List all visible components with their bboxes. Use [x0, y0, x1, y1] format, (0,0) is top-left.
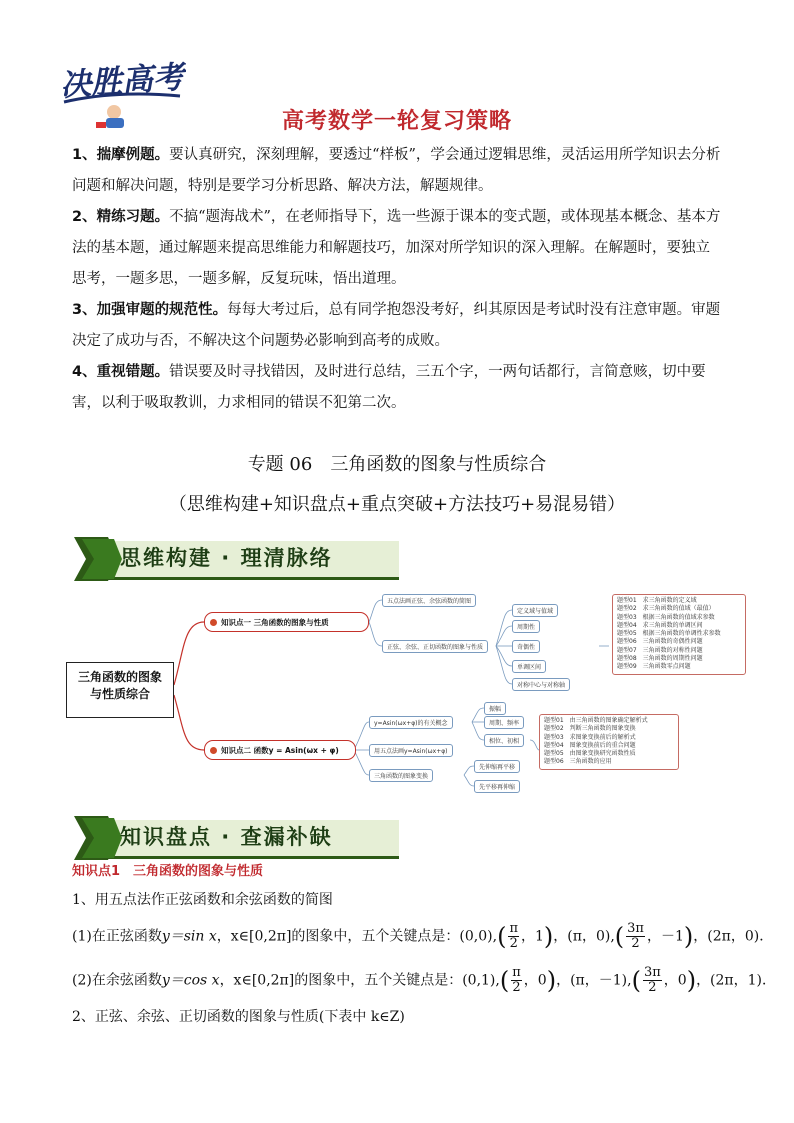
text: (1)在正弦函数: [72, 928, 162, 945]
strategy-4: [72, 357, 724, 419]
type-item: 题型01 求三角函数的定义域: [617, 597, 697, 604]
knowledge-item-2: 2、正弦、余弦、正切函数的图象与性质(下表中 k∈Z): [72, 1009, 405, 1025]
svg-text:决胜高考: 决胜高考: [58, 59, 186, 104]
kp1-child: 正弦、余弦、正切函数的图象与性质: [382, 640, 488, 653]
fraction: $\frac{\pi}{2}$: [509, 921, 518, 951]
strategy-3: [72, 295, 724, 357]
kp1-prop: 定义域与值域: [512, 604, 558, 617]
kp2-transform: 先伸缩再平移: [474, 760, 520, 773]
text: －1: [660, 928, 684, 945]
kp1-child: 五点法画正弦、余弦函数的简图: [382, 594, 476, 607]
mind-banner: [74, 537, 399, 577]
knowledge-heading: 知识点1 三角函数的图象与性质: [72, 864, 264, 879]
strategy-body: 错误要及时寻找错因，及时进行总结，三五个字，一两句话都行，言简意赅，切中要害，以利于吸取教训，力求相同的错误不犯第二次。: [72, 364, 706, 411]
kp-label: 知识点一 三角函数的图象与性质: [221, 617, 329, 627]
type-item: 题型01 由三角函数的图象确定解析式: [544, 717, 648, 724]
cos-key-points: (2)在余弦函数y＝cos x，x∈[0,2π]的图象中，五个关键点是：(0,1),( $\frac{\pi}{2}$ ，0)，(π，－1),( $\frac{3\pi}{2}$ ，0)，(2π，1)．: [72, 965, 777, 995]
text: ，x∈[0,2π]的图象中，五个关键点是：(0,1),: [219, 972, 500, 989]
type-item: 题型09 三角函数零点问题: [617, 663, 691, 671]
type-item: 题型08 三角函数的周期性问题: [617, 655, 703, 663]
kp1-prop: 周期性: [512, 620, 540, 633]
formula: y＝cos x: [161, 972, 220, 989]
topic-title: 专题 06 三角函数的图象与性质综合: [247, 454, 547, 475]
text: 0: [537, 972, 547, 989]
kp2-child: y=Asin(ωx+φ)的有关概念: [369, 716, 453, 729]
kp1-type-list: [612, 594, 746, 675]
root-line: 与性质综合: [89, 687, 150, 701]
text: 1: [535, 928, 544, 945]
strategy-body: 每每大考过后，总有同学抱怨没考好，纠其原因是考试时没有注意审题。审题决定了成功与否，不解决这个问题势必影响到高考的成败。: [72, 302, 721, 349]
strategy-body: 要认真研究，深刻理解，要透过“样板”，学会通过逻辑思维，灵活运用所学知识去分析问题和解决问题，特别是要学习分析思路、解决方法，解题规律。: [72, 147, 721, 194]
text: ，x∈[0,2π]的图象中，五个关键点是：(0,0),: [216, 928, 498, 945]
kp1-prop: 对称中心与对称轴: [512, 678, 570, 691]
strategy-title: 3、加强审题的规范性。: [72, 302, 228, 318]
fraction: $\frac{\pi}{2}$: [512, 965, 521, 995]
sin-key-points: (1)在正弦函数y＝sin x，x∈[0,2π]的图象中，五个关键点是：(0,0),( $\frac{\pi}{2}$ ，1)，(π，0),( $\frac{3\pi}{2}$ ，－1)，(2π，0)．: [72, 921, 774, 951]
text: ，(2π，0)．: [693, 928, 774, 945]
topic-subtitle: （思维构建+知识盘点+重点突破+方法技巧+易混易错）: [168, 494, 626, 515]
type-item: 题型05 根据三角函数的单调性求参数: [617, 630, 721, 638]
mind-map: [64, 590, 746, 802]
formula: y＝sin x: [161, 928, 217, 945]
type-item: 题型03 根据三角函数的值域求参数: [617, 613, 715, 621]
strategy-title: 1、揣摩例题。: [72, 147, 170, 163]
mindmap-root: [66, 662, 174, 718]
kp2-child: 用五点法画y=Asin(ωx+φ): [369, 744, 453, 757]
knowledge-point-1: [204, 612, 369, 632]
knowledge-banner: [74, 816, 399, 856]
text: ，(2π，1)．: [696, 972, 777, 989]
bullet-icon: [210, 747, 217, 754]
type-item: 题型04 图象变换前后的重合问题: [544, 741, 636, 749]
kp1-prop: 奇偶性: [512, 640, 540, 653]
text: 0: [677, 972, 687, 989]
root-line: 三角函数的图象: [77, 670, 162, 684]
kp2-concept: 振幅: [484, 702, 506, 715]
kp2-child: 三角函数的图象变换: [369, 769, 433, 782]
type-item: 题型02 求三角函数的值域（最值）: [617, 605, 715, 613]
text: (2)在余弦函数: [72, 972, 162, 989]
type-item: 题型06 三角函数的奇偶性问题: [617, 638, 703, 646]
type-item: 题型06 三角函数的应用: [544, 758, 612, 766]
kp2-transform: 先平移再伸缩: [474, 780, 520, 793]
fraction: $\frac{3\pi}{2}$: [643, 965, 661, 995]
bullet-icon: [210, 619, 217, 626]
knowledge-point-2: [204, 740, 356, 760]
strategy-1: [72, 140, 724, 202]
strategy-2: [72, 202, 724, 295]
text: ，(π，－1),: [556, 972, 632, 989]
document-title: 高考数学一轮复习策略: [281, 109, 512, 134]
kp-label: 知识点二 函数y = Asin(ωx + φ): [221, 745, 339, 755]
banner-label: 知识盘点 · 查漏补缺: [120, 825, 333, 849]
strategy-title: 2、精练习题。: [72, 209, 170, 225]
knowledge-item-1: 1、用五点法作正弦函数和余弦函数的简图: [72, 892, 333, 908]
kp2-concept: 相位、初相: [484, 734, 524, 747]
text: ，(π，0),: [553, 928, 615, 945]
type-item: 题型03 求图象变换前后的解析式: [544, 733, 636, 741]
kp1-prop: 单调区间: [512, 660, 546, 673]
banner-label: 思维构建 · 理清脉络: [120, 546, 333, 570]
type-item: 题型04 求三角函数的单调区间: [617, 621, 703, 629]
kp2-concept: 周期、频率: [484, 716, 524, 729]
type-item: 题型02 判断三角函数的图象变换: [544, 725, 636, 733]
kp2-type-list: [539, 714, 679, 770]
strategy-body: 不搞“题海战术”，在老师指导下，选一些源于课本的变式题，或体现基本概念、基本方法的基本题，通过解题来提高思维能力和解题技巧，加深对所学知识的深入理解。在解题时，要独立思考，一题多思，一题多解，反复玩味，悟出道理。: [72, 209, 721, 287]
type-item: 题型05 由图象变换研究函数性质: [544, 750, 636, 758]
fraction: $\frac{3\pi}{2}$: [627, 921, 644, 951]
strategy-title: 4、重视错题。: [72, 364, 170, 380]
type-item: 题型07 三角函数的对称性问题: [617, 646, 703, 654]
